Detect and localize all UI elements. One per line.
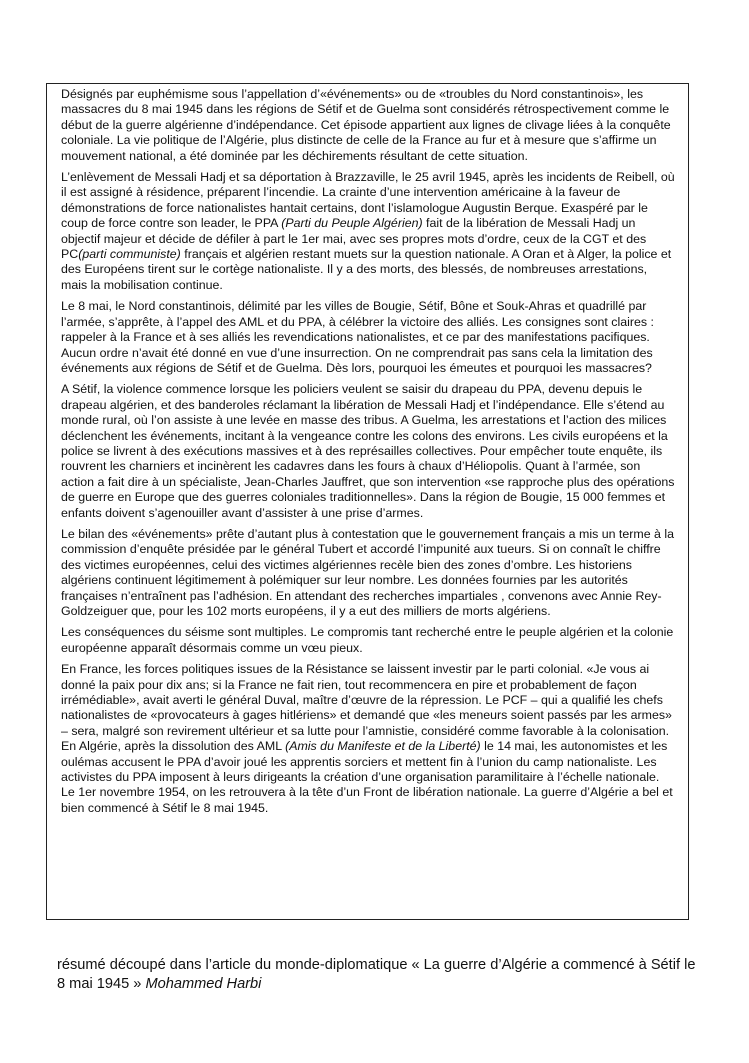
article-paragraph xyxy=(61,662,676,816)
article-paragraph xyxy=(61,87,676,164)
article-paragraph xyxy=(61,625,676,656)
italic-gloss: (Amis du Manifeste et de la Liberté) xyxy=(285,739,481,754)
paragraph-text: En France, les forces politiques issues de la Résistance se laissent investir par le parti colonial. «Je vous ai donné la paix pour dix ans; si la France ne fait rien, tout recommencera en pire et probablement de façon irrémédiable», avait averti le général Duval, maître d’œuvre de la répression. Le PCF – qui a qualifié les chefs nationalistes de «provocateurs à gages hitlériens» et demandé que «les meneurs soient passés par les armes» – sera, malgré son revirement ultérieur et sa lutte pour l’amnistie, considéré comme favorable à la colonisation. En Algérie, après la dissolution des AML xyxy=(61,662,672,754)
paragraph-text: le 14 mai, les autonomistes et les oulémas accusent le PPA d’avoir joué les apprentis sorciers et mettent fin à l’union du camp nationaliste. Les activistes du PPA imposent à leurs dirigeants la création d’une organisation paramilitaire à l’échelle nationale. Le 1er novembre 1954, on les retrouvera à la tête d’un Front de libération nationale. La guerre d’Algérie a bel et bien commencé à Sétif le 8 mai 1945. xyxy=(61,739,673,815)
article-paragraph xyxy=(61,170,676,293)
paragraph-text: Les conséquences du séisme sont multiples. Le compromis tant recherché entre le peuple algérien et la colonie européenne apparaît désormais comme un vœu pieux. xyxy=(61,625,674,655)
italic-gloss: (Parti du Peuple Algérien) xyxy=(281,216,423,231)
article-paragraph xyxy=(61,382,676,521)
paragraph-text: français et algérien restant muets sur la question nationale. A Oran et à Alger, la police et des Européens tirent sur le cortège nationaliste. Il y a des morts, des blessés, de nombreuses arrestations, mais la mobilisation continue. xyxy=(61,247,672,292)
italic-gloss: (parti communiste) xyxy=(78,247,181,262)
article-text-box xyxy=(46,83,689,920)
paragraph-text: Le 8 mai, le Nord constantinois, délimité par les villes de Bougie, Sétif, Bône et Souk-Ahras et quadrillé par l’armée, s’apprête, à l’appel des AML et du PPA, à célébrer la victoire des alliés. Les consignes sont claires : rappeler à la France et à ses alliés les revendications nationalistes, et ce par des manifestations pacifiques. Aucun ordre n’avait été donné en vue d’une insurrection. On ne comprendrait pas sans cela la limitation des événements aux régions de Sétif et de Guelma. Dès lors, pourquoi les émeutes et pourquoi les massacres? xyxy=(61,299,654,375)
paragraph-text: A Sétif, la violence commence lorsque les policiers veulent se saisir du drapeau du PPA, devenu depuis le drapeau algérien, et des banderoles réclamant la libération de Messali Hadj et l’indépendance. Elle s’étend au monde rural, où l’on assiste à une levée en masse des tribus. A Guelma, les arrestations et l’action des milices déclenchent les événements, incitant à la vengeance contre les colons des environs. Les civils européens et la police se livrent à des exécutions massives et à des représailles collectives. Pour empêcher toute enquête, ils rouvrent les charniers et incinèrent les cadavres dans les fours à chaux d’Héliopolis. Quant à l’armée, son action a fait dire à un spécialiste, Jean-Charles Jauffret, que son intervention «se rapproche plus des opérations de guerre en Europe que des guerres coloniales traditionnelles». Dans la région de Bougie, 15 000 femmes et enfants doivent s’agenouiller avant d’assister à une prise d’armes. xyxy=(61,382,675,520)
article-paragraph xyxy=(61,299,676,376)
caption-author: Mohammed Harbi xyxy=(145,976,262,992)
paragraph-text: fait de la libération de Messali Hadj un objectif majeur et décide de défiler à part le 1er mai, avec ses propres mots d’ordre, ceux de la CGT et des PC xyxy=(61,216,647,262)
paragraph-text: L’enlèvement de Messali Hadj et sa déportation à Brazzaville, le 25 avril 1945, après les incidents de Reibell, où il est assigné à résidence, préparent l’incendie. La crainte d’une intervention américaine à la faveur de démonstrations de force nationalistes hantait certains, dont l’islamologue Augustin Berque. Exaspéré par le coup de force contre son leader, le PPA xyxy=(61,170,675,231)
article-paragraph xyxy=(61,527,676,619)
caption-text: résumé découpé dans l’article du monde-diplomatique « La guerre d’Algérie a commencé à Sétif le 8 mai 1945 » xyxy=(57,957,696,992)
source-caption xyxy=(57,956,697,994)
paragraph-text: Désignés par euphémisme sous l’appellation d’«événements» ou de «troubles du Nord constantinois», les massacres du 8 mai 1945 dans les régions de Sétif et de Guelma sont considérés rétrospectivement comme le début de la guerre algérienne d’indépendance. Cet épisode appartient aux lignes de clivage liées à la conquête coloniale. La vie politique de l’Algérie, plus distincte de celle de la France au fur et à mesure que s’affirme un mouvement national, a été dominée par les déchirements résultant de cette situation. xyxy=(61,87,671,163)
paragraph-text: Le bilan des «événements» prête d’autant plus à contestation que le gouvernement français a mis un terme à la commission d’enquête présidée par le général Tubert et accordé l’impunité aux tueurs. Si on connaît le chiffre des victimes européennes, celui des victimes algériennes recèle bien des zones d’ombre. Les historiens algériens continuent légitimement à polémiquer sur leur nombre. Les données fournies par les autorités françaises n’entraînent pas l’adhésion. En attendant des recherches impartiales , convenons avec Annie Rey-Goldzeiguer que, pour les 102 morts européens, il y a eut des milliers de morts algériens. xyxy=(61,526,675,618)
